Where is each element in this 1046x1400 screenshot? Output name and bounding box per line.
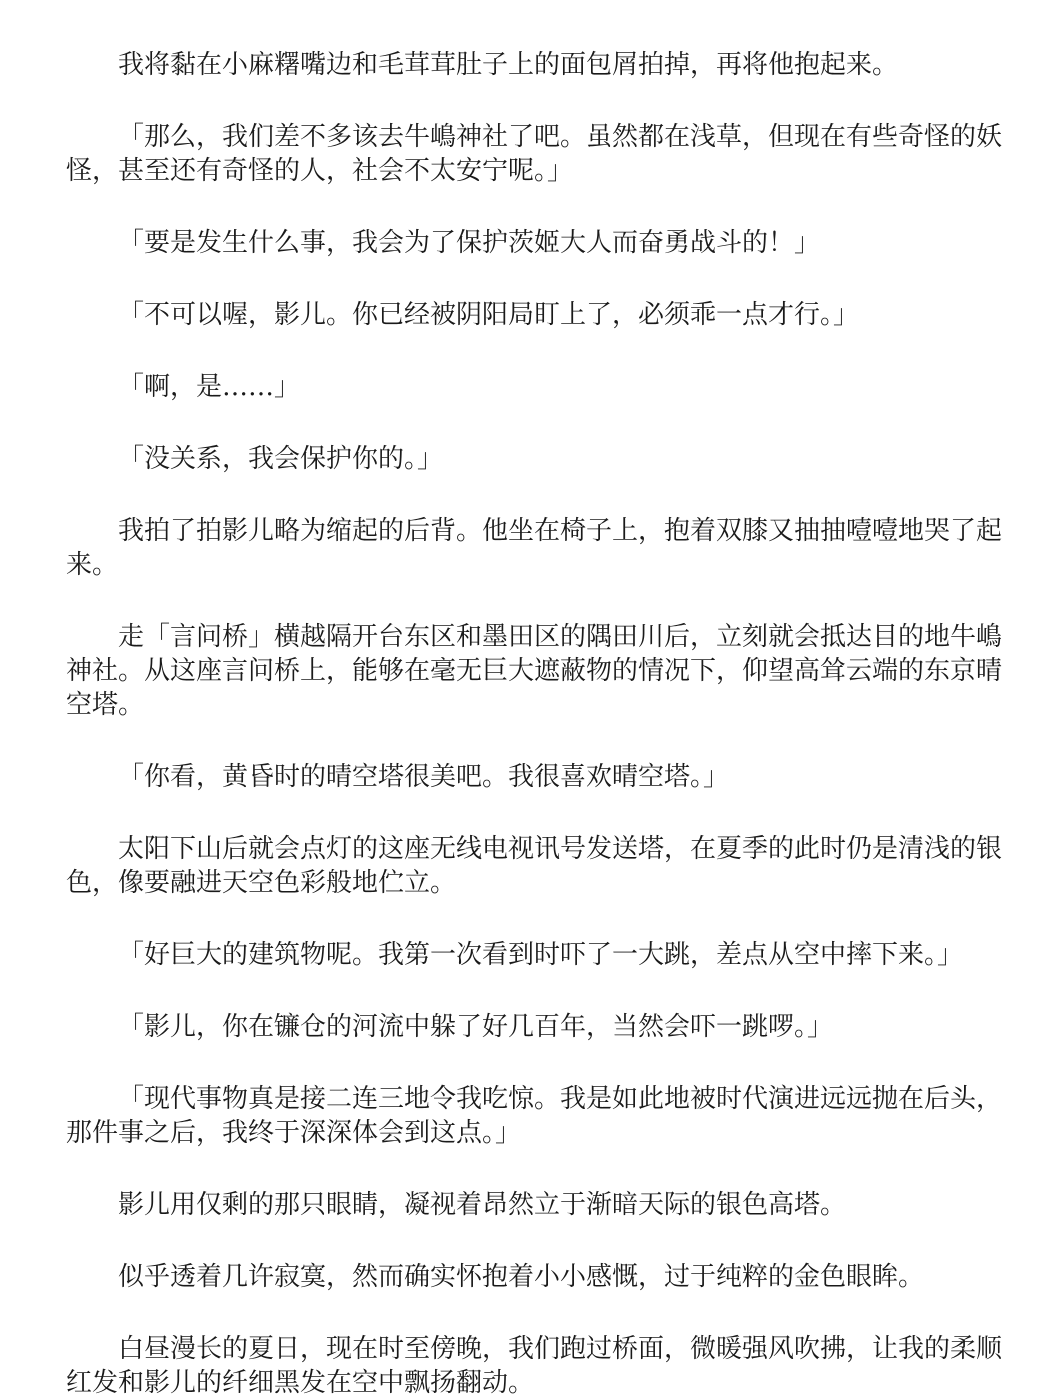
paragraph-15: 似乎透着几许寂寞，然而确实怀抱着小小感慨，过于纯粹的金色眼眸。 [118, 1262, 925, 1292]
paragraph-6: 「没关系，我会保护你的。」 [118, 444, 444, 474]
paragraph-5: 「啊，是……」 [118, 372, 301, 402]
paragraph-1: 我将黏在小麻糬嘴边和毛茸茸肚子上的面包屑拍掉，再将他抱起来。 [118, 50, 899, 80]
paragraph-9: 「你看，黄昏时的晴空塔很美吧。我很喜欢晴空塔。」 [118, 762, 730, 792]
paragraph-12: 「影儿，你在镰仓的河流中躲了好几百年，当然会吓一跳啰。」 [118, 1012, 834, 1042]
paragraph-16: 白昼漫长的夏日，现在时至傍晚，我们跑过桥面，微暖强风吹拂，让我的柔顺红发和影儿的纤细黑发在空中飘扬翻动。 [66, 1334, 1003, 1398]
paragraph-8: 走「言问桥」横越隔开台东区和墨田区的隅田川后，立刻就会抵达目的地牛嶋神社。从这座言问桥上，能够在毫无巨大遮蔽物的情况下，仰望高耸云端的东京晴空塔。 [66, 622, 1003, 720]
paragraph-3: 「要是发生什么事，我会为了保护茨姬大人而奋勇战斗的！」 [118, 228, 821, 258]
paragraph-4: 「不可以喔，影儿。你已经被阴阳局盯上了，必须乖一点才行。」 [118, 300, 860, 330]
paragraph-14: 影儿用仅剩的那只眼睛，凝视着昂然立于渐暗天际的银色高塔。 [118, 1190, 847, 1220]
paragraph-7: 我拍了拍影儿略为缩起的后背。他坐在椅子上，抱着双膝又抽抽噎噎地哭了起来。 [66, 516, 1003, 580]
paragraph-10: 太阳下山后就会点灯的这座无线电视讯号发送塔，在夏季的此时仍是清浅的银色，像要融进天空色彩般地伫立。 [66, 834, 1003, 898]
paragraph-13: 「现代事物真是接二连三地令我吃惊。我是如此地被时代演进远远抛在后头，那件事之后，我终于深深体会到这点。」 [66, 1084, 1003, 1148]
paragraph-2: 「那么，我们差不多该去牛嶋神社了吧。虽然都在浅草，但现在有些奇怪的妖怪，甚至还有奇怪的人，社会不太安宁呢。」 [66, 122, 1003, 186]
paragraph-11: 「好巨大的建筑物呢。我第一次看到时吓了一大跳，差点从空中摔下来。」 [118, 940, 964, 970]
